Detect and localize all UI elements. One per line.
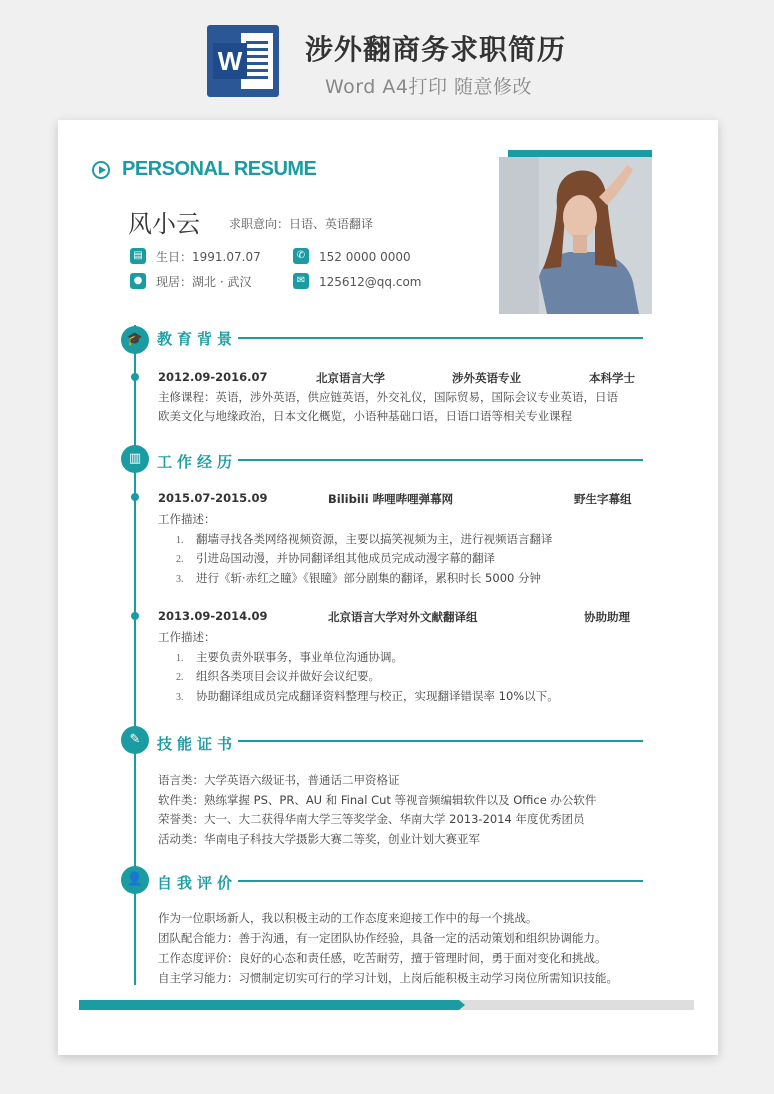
self-eval-line: 自主学习能力：习惯制定切实可行的学习计划，上岗后能积极主动学习岗位所需知识技能。 bbox=[158, 971, 618, 985]
job-2-desc-label: 工作描述： bbox=[158, 630, 216, 644]
location-info bbox=[130, 273, 310, 291]
item-text: 进行《斩·赤红之瞳》《银瞳》部分剧集的翻译，累积时长 5000 分钟 bbox=[196, 571, 541, 585]
photo-accent-bar bbox=[508, 150, 652, 157]
section-rule bbox=[238, 337, 643, 339]
timeline-dot bbox=[131, 612, 139, 620]
graduation-cap-icon: 🎓 bbox=[121, 326, 149, 354]
job-1-item bbox=[176, 531, 553, 547]
play-circle-icon bbox=[92, 161, 110, 179]
item-number: 3. bbox=[176, 692, 184, 703]
word-document-icon bbox=[207, 25, 279, 97]
job-2-company: 北京语言大学对外文献翻译组 bbox=[328, 610, 478, 624]
resume-page bbox=[58, 120, 718, 1055]
timeline-dot bbox=[131, 493, 139, 501]
job-2-item bbox=[176, 688, 559, 704]
phone-text: 152 0000 0000 bbox=[319, 250, 411, 264]
resume-heading: PERSONAL RESUME bbox=[122, 158, 317, 180]
banner bbox=[0, 0, 774, 118]
email-info bbox=[293, 273, 473, 291]
bar-chart-icon: ▥ bbox=[121, 445, 149, 473]
self-eval-line: 工作态度评价：良好的心态和责任感，吃苦耐劳，擅于管理时间，勇于面对变化和挑战。 bbox=[158, 951, 607, 965]
item-number: 2. bbox=[176, 554, 184, 565]
self-eval-line: 团队配合能力：善于沟通，有一定团队协作经验，具备一定的活动策划和组织协调能力。 bbox=[158, 931, 607, 945]
item-text: 组织各类项目会议并做好会议纪要。 bbox=[196, 669, 380, 683]
item-text: 引进岛国动漫，并协同翻译组其他成员完成动漫字幕的翻译 bbox=[196, 551, 495, 565]
item-text: 协助翻译组成员完成翻译资料整理与校正，实现翻译错误率 10%以下。 bbox=[196, 689, 559, 703]
job-1-item bbox=[176, 550, 495, 566]
job-intent: 求职意向：日语、英语翻译 bbox=[229, 217, 374, 231]
job-2-role: 协助助理 bbox=[584, 610, 630, 624]
job-1-company: Bilibili 哔哩哔哩弹幕网 bbox=[328, 492, 454, 506]
banner-subtitle: Word A4打印 随意修改 bbox=[325, 76, 533, 98]
location-text: 现居：湖北 · 武汉 bbox=[156, 275, 252, 289]
job-1-period: 2015.07-2015.09 bbox=[158, 491, 268, 505]
skill-line: 荣誉类：大一、大二获得华南大学三等奖学金、华南大学 2013-2014 年度优秀团员 bbox=[158, 812, 585, 826]
person-icon: 👤 bbox=[121, 866, 149, 894]
edu-period: 2012.09-2016.07 bbox=[158, 370, 268, 384]
footer-bar-fill bbox=[79, 1000, 459, 1010]
job-2-item bbox=[176, 668, 380, 684]
calendar-icon: ▤ bbox=[130, 248, 146, 264]
section-rule bbox=[238, 880, 643, 882]
item-text: 翻墙寻找各类网络视频资源，主要以搞笑视频为主，进行视频语言翻译 bbox=[196, 532, 553, 546]
skill-line: 活动类：华南电子科技大学摄影大赛二等奖，创业计划大赛亚军 bbox=[158, 832, 480, 846]
section-title-self: 自我评价 bbox=[157, 874, 238, 892]
edu-courses-line-1: 主修课程：英语，涉外英语，供应链英语，外交礼仪，国际贸易，国际会议专业英语，日语 bbox=[158, 390, 618, 404]
phone-icon: ✆ bbox=[293, 248, 309, 264]
job-2-period: 2013.09-2014.09 bbox=[158, 609, 268, 623]
word-letter: W bbox=[213, 43, 247, 79]
self-eval-line: 作为一位职场新人，我以积极主动的工作态度来迎接工作中的每一个挑战。 bbox=[158, 911, 538, 925]
email-text: 125612@qq.com bbox=[319, 275, 422, 289]
item-text: 主要负责外联事务，事业单位沟通协调。 bbox=[196, 650, 403, 664]
edu-courses-line-2: 欧美文化与地缘政治，日本文化概览，小语种基础口语，日语口语等相关专业课程 bbox=[158, 409, 572, 423]
mail-icon: ✉ bbox=[293, 273, 309, 289]
section-title-skills: 技能证书 bbox=[157, 735, 238, 753]
section-rule bbox=[238, 459, 643, 461]
candidate-name: 风小云 bbox=[128, 210, 200, 238]
item-number: 1. bbox=[176, 653, 184, 664]
skill-line: 语言类：大学英语六级证书，普通话二甲资格证 bbox=[158, 773, 400, 787]
section-title-education: 教育背景 bbox=[157, 330, 238, 348]
birth-text: 生日：1991.07.07 bbox=[156, 250, 261, 264]
profile-photo bbox=[499, 157, 652, 314]
edu-major: 涉外英语专业 bbox=[452, 371, 521, 385]
section-rule bbox=[238, 740, 643, 742]
timeline-dot bbox=[131, 373, 139, 381]
phone-info bbox=[293, 248, 473, 266]
location-pin-icon: ● bbox=[130, 273, 146, 289]
edu-degree: 本科学士 bbox=[589, 371, 635, 385]
item-number: 2. bbox=[176, 672, 184, 683]
edu-school: 北京语言大学 bbox=[316, 371, 385, 385]
banner-title: 涉外翻商务求职简历 bbox=[305, 33, 567, 66]
job-2-item bbox=[176, 649, 403, 665]
item-number: 3. bbox=[176, 574, 184, 585]
skill-line: 软件类：熟练掌握 PS、PR、AU 和 Final Cut 等视音频编辑软件以及 Office 办公软件 bbox=[158, 793, 597, 807]
section-title-work: 工作经历 bbox=[157, 453, 238, 471]
job-1-role: 野生字幕组 bbox=[574, 492, 632, 506]
birth-info bbox=[130, 248, 310, 266]
job-1-desc-label: 工作描述： bbox=[158, 512, 216, 526]
item-number: 1. bbox=[176, 535, 184, 546]
job-1-item bbox=[176, 570, 541, 586]
pen-tool-icon: ✎ bbox=[121, 726, 149, 754]
